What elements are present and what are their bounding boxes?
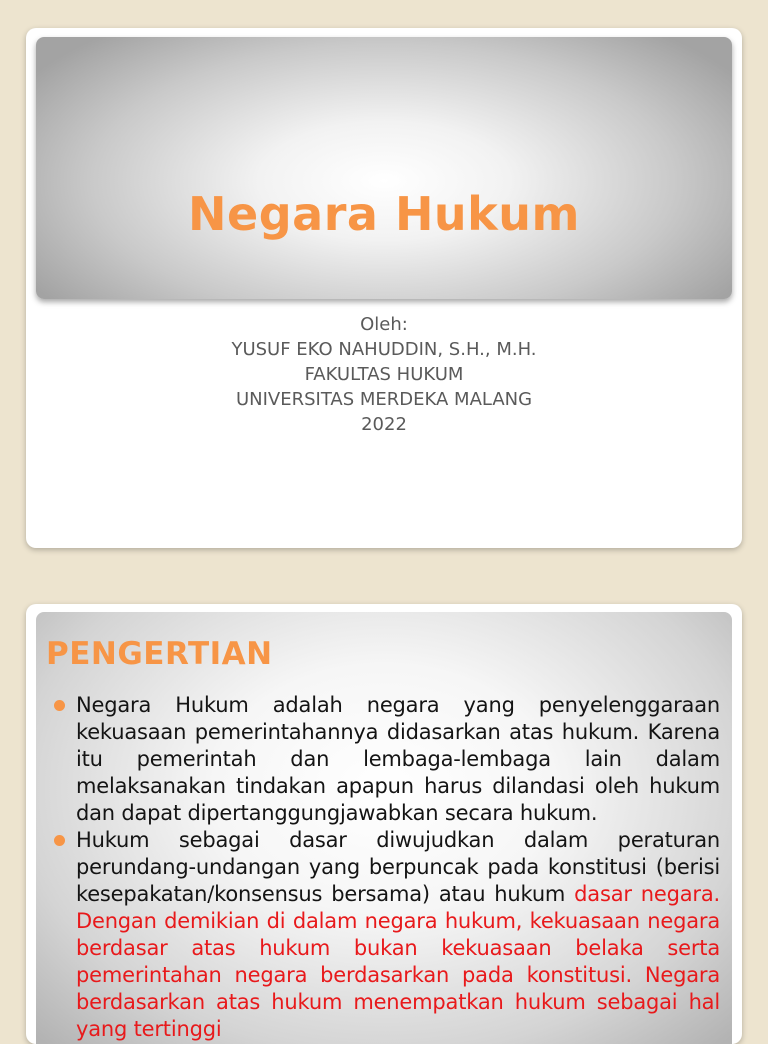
content-panel: [36, 612, 732, 1044]
bullet-item: [50, 827, 720, 1043]
content-slide: [26, 604, 742, 1044]
bullet-item: [50, 692, 720, 827]
subtitle-line-year: 2022: [361, 414, 407, 435]
title-panel: [36, 37, 732, 299]
bullet-text: Negara Hukum adalah negara yang penyelenggaraan kekuasaan pemerintahannya didasarkan atas hukum. Karena itu pemerintah dan lembaga-lembaga lain dalam melaksanakan tindakan apapun harus dilandasi oleh hukum dan dapat dipertanggungjawabkan secara hukum.: [76, 693, 720, 825]
bullet-list: [50, 692, 720, 1043]
title-slide: [26, 28, 742, 548]
bullet-text: Hukum sebagai dasar diwujudkan dalam peraturan perundang-undangan yang berpuncak pada konstitusi (berisi kesepakatan/konsensus bersama) atau hukum: [76, 828, 720, 906]
subtitle-line-university: UNIVERSITAS MERDEKA MALANG: [235, 389, 533, 410]
bullet-dot-icon: [54, 700, 65, 711]
bullet-dot-icon: [54, 835, 65, 846]
subtitle-line-faculty: FAKULTAS HUKUM: [304, 364, 464, 385]
slide-heading: PENGERTIAN: [46, 636, 273, 672]
subtitle-line-author: YUSUF EKO NAHUDDIN, S.H., M.H.: [231, 339, 537, 360]
bullet-emphasis-text: dasar negara. Dengan demikian di dalam negara hukum, kekuasaan negara berdasar atas hukum bukan kekuasaan belaka serta pemerintahan negara berdasarkan pada konstitusi. Negara berdasarkan atas hukum menempatkan hukum sebagai hal yang tertinggi: [76, 882, 720, 1041]
subtitle-line-oleh: Oleh:: [360, 314, 408, 335]
slide-subtitle: [26, 312, 742, 437]
slide-title: Negara Hukum: [188, 187, 580, 241]
